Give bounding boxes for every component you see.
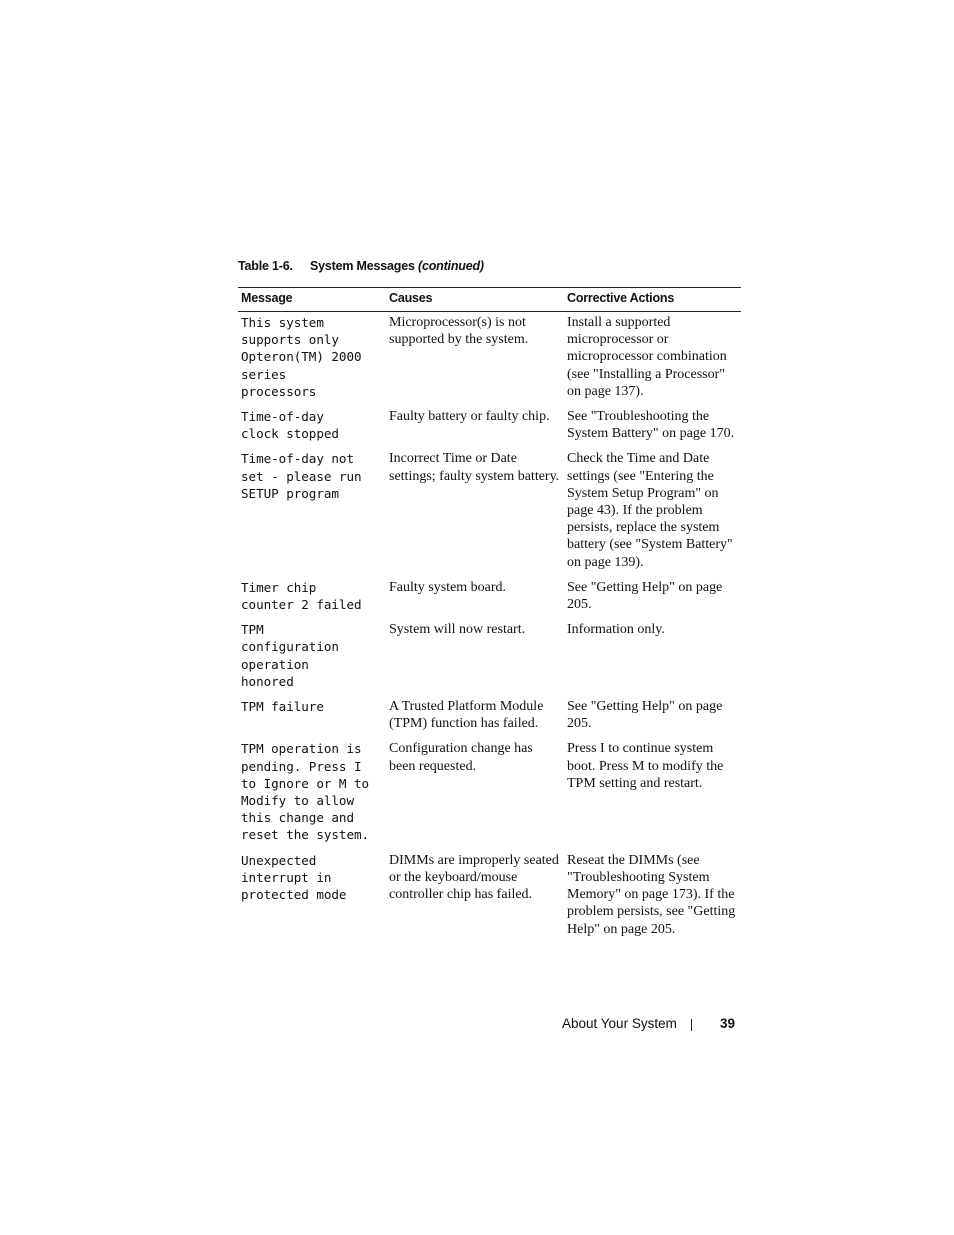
system-messages-table [238,287,741,944]
table-row [238,619,741,696]
table-row [238,696,741,738]
table-row [238,312,741,407]
table-caption [238,259,484,273]
cause-cell: Configuration change has been requested. [389,741,533,774]
table-header-row [238,288,741,312]
page-number: 39 [720,1016,736,1031]
action-cell: See "Getting Help" on page 205. [567,699,723,732]
message-cell: Timer chip counter 2 failed [241,579,362,613]
table-row [238,577,741,619]
message-cell: Time-of-day clock stopped [241,409,339,442]
header-causes: Causes [386,288,564,312]
message-cell: Unexpected interrupt in protected mode [241,852,347,903]
message-cell: Time-of-day not set - please run SETUP program [241,451,362,501]
header-message: Message [238,288,386,312]
action-cell: Install a supported microprocessor or microprocessor combination (see "Installing a Processor" on page 137). [567,315,727,399]
action-cell: Reseat the DIMMs (see "Troubleshooting System Memory" on page 173). If the problem persists, see "Getting Help" on page 205. [567,852,736,937]
message-cell: TPM configuration operation honored [241,622,339,689]
table-continued: (continued) [418,259,484,273]
cause-cell: A Trusted Platform Module (TPM) function has failed. [389,699,544,732]
footer-divider [691,1019,692,1031]
header-corrective-actions: Corrective Actions [564,288,741,312]
cause-cell: DIMMs are improperly seated or the keyboard/mouse controller chip has failed. [389,852,559,903]
cause-cell: Faulty battery or faulty chip. [389,409,550,425]
table-number: Table 1-6. [238,259,293,273]
table-row [238,738,741,849]
cause-cell: Incorrect Time or Date settings; faulty system battery. [389,451,560,484]
cause-cell: Faulty system board. [389,579,507,595]
table-row [238,448,741,576]
footer-section-title: About Your System [562,1016,677,1031]
table-row [238,406,741,448]
action-cell: Information only. [567,622,665,638]
action-cell: Check the Time and Date settings (see "Entering the System Setup Program" on page 43). If the problem persists, replace the system battery (see "System Battery" on page 139). [567,451,733,570]
table-row [238,850,741,944]
message-cell: TPM operation is pending. Press I to Ignore or M to Modify to allow this change and reset the system. [241,741,370,843]
action-cell: See "Getting Help" on page 205. [567,579,723,613]
cause-cell: System will now restart. [389,622,526,638]
action-cell: See "Troubleshooting the System Battery" on page 170. [567,409,735,442]
message-cell: TPM failure [241,699,324,715]
cause-cell: Microprocessor(s) is not supported by the system. [389,315,529,348]
message-cell: This system supports only Opteron(TM) 2000 series processors [241,315,362,399]
action-cell: Press I to continue system boot. Press M to modify the TPM setting and restart. [567,741,724,791]
table-title: System Messages [310,259,415,273]
